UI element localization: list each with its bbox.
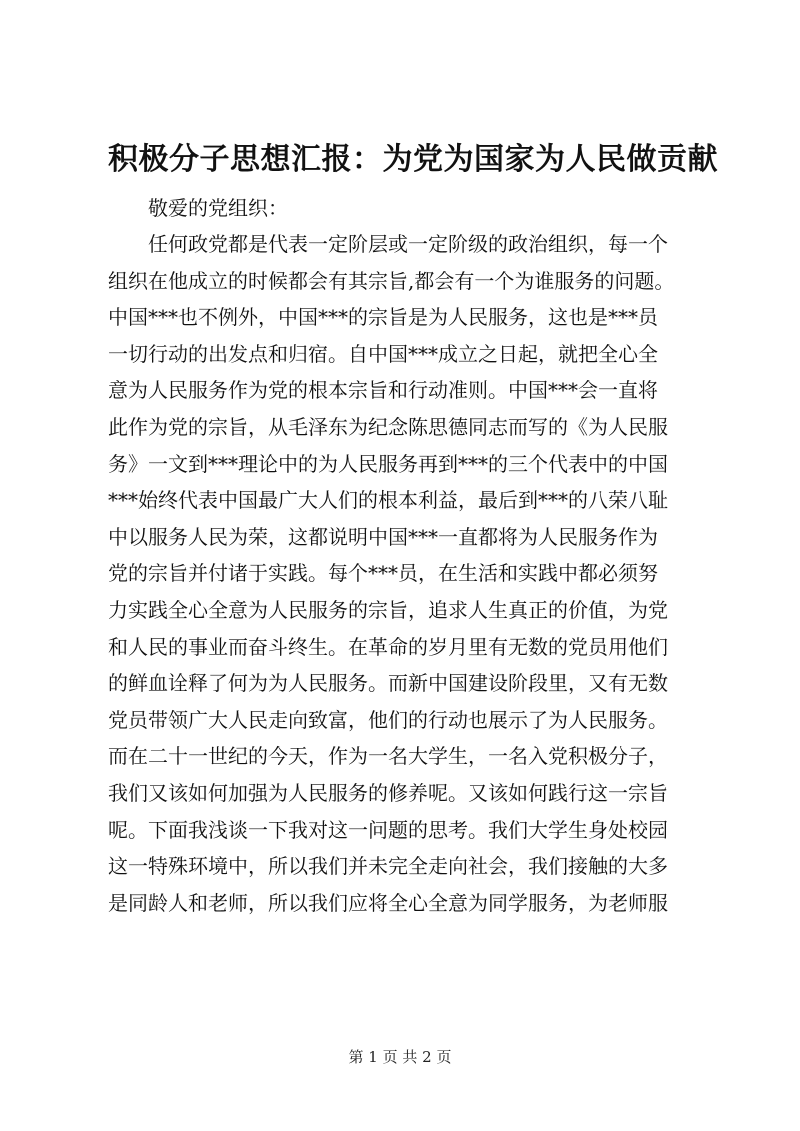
paragraph-line: 任何政党都是代表一定阶层或一定阶级的政治组织，每一个 <box>148 232 668 256</box>
paragraph-line: 党的宗旨并付诸于实践。每个***员，在生活和实践中都必须努 <box>108 561 658 586</box>
paragraph-line: 中以服务人民为荣，这都说明中国***一直都将为人民服务作为 <box>108 524 658 549</box>
paragraph-line: 的鲜血诠释了何为为人民服务。而新中国建设阶段里，又有无数 <box>108 671 668 696</box>
paragraph-line: ***始终代表中国最广大人们的根本利益，最后到***的八荣八耻 <box>108 488 668 513</box>
paragraph-line: 党员带领广大人民走向致富，他们的行动也展示了为人民服务。 <box>108 707 668 732</box>
paragraph-line: 和人民的事业而奋斗终生。在革命的岁月里有无数的党员用他们 <box>108 634 668 659</box>
paragraph-line: 意为人民服务作为党的根本宗旨和行动准则。中国***会一直将 <box>108 378 658 403</box>
paragraph-line: 中国***也不例外，中国***的宗旨是为人民服务，这也是***员 <box>108 305 658 330</box>
document-title: 积极分子思想汇报：为党为国家为人民做贡献 <box>108 142 718 177</box>
page-number-footer: 第 1 页 共 2 页 <box>348 1048 452 1066</box>
paragraph-line: 力实践全心全意为人民服务的宗旨，追求人生真正的价值，为党 <box>108 597 668 622</box>
document-body <box>108 226 728 921</box>
paragraph-line: 我们又该如何加强为人民服务的修养呢。又该如何践行这一宗旨 <box>108 780 668 805</box>
paragraph-line: 呢。下面我浅谈一下我对这一问题的思考。我们大学生身处校园 <box>108 817 668 842</box>
paragraph-line: 务》一文到***理论中的为人民服务再到***的三个代表中的中国 <box>108 451 668 476</box>
salutation: 敬爱的党组织： <box>148 196 288 220</box>
paragraph-line: 组织在他成立的时候都会有其宗旨,都会有一个为谁服务的问题。 <box>108 268 675 293</box>
paragraph-line: 此作为党的宗旨，从毛泽东为纪念陈思德同志而写的《为人民服 <box>108 414 668 439</box>
paragraph-line: 一切行动的出发点和归宿。自中国***成立之日起，就把全心全 <box>108 341 658 366</box>
paragraph-line: 是同龄人和老师，所以我们应将全心全意为同学服务，为老师服 <box>108 890 668 915</box>
paragraph-line: 这一特殊环境中，所以我们并未完全走向社会，我们接触的大多 <box>108 854 668 879</box>
paragraph-line: 而在二十一世纪的今天，作为一名大学生，一名入党积极分子， <box>108 744 668 769</box>
